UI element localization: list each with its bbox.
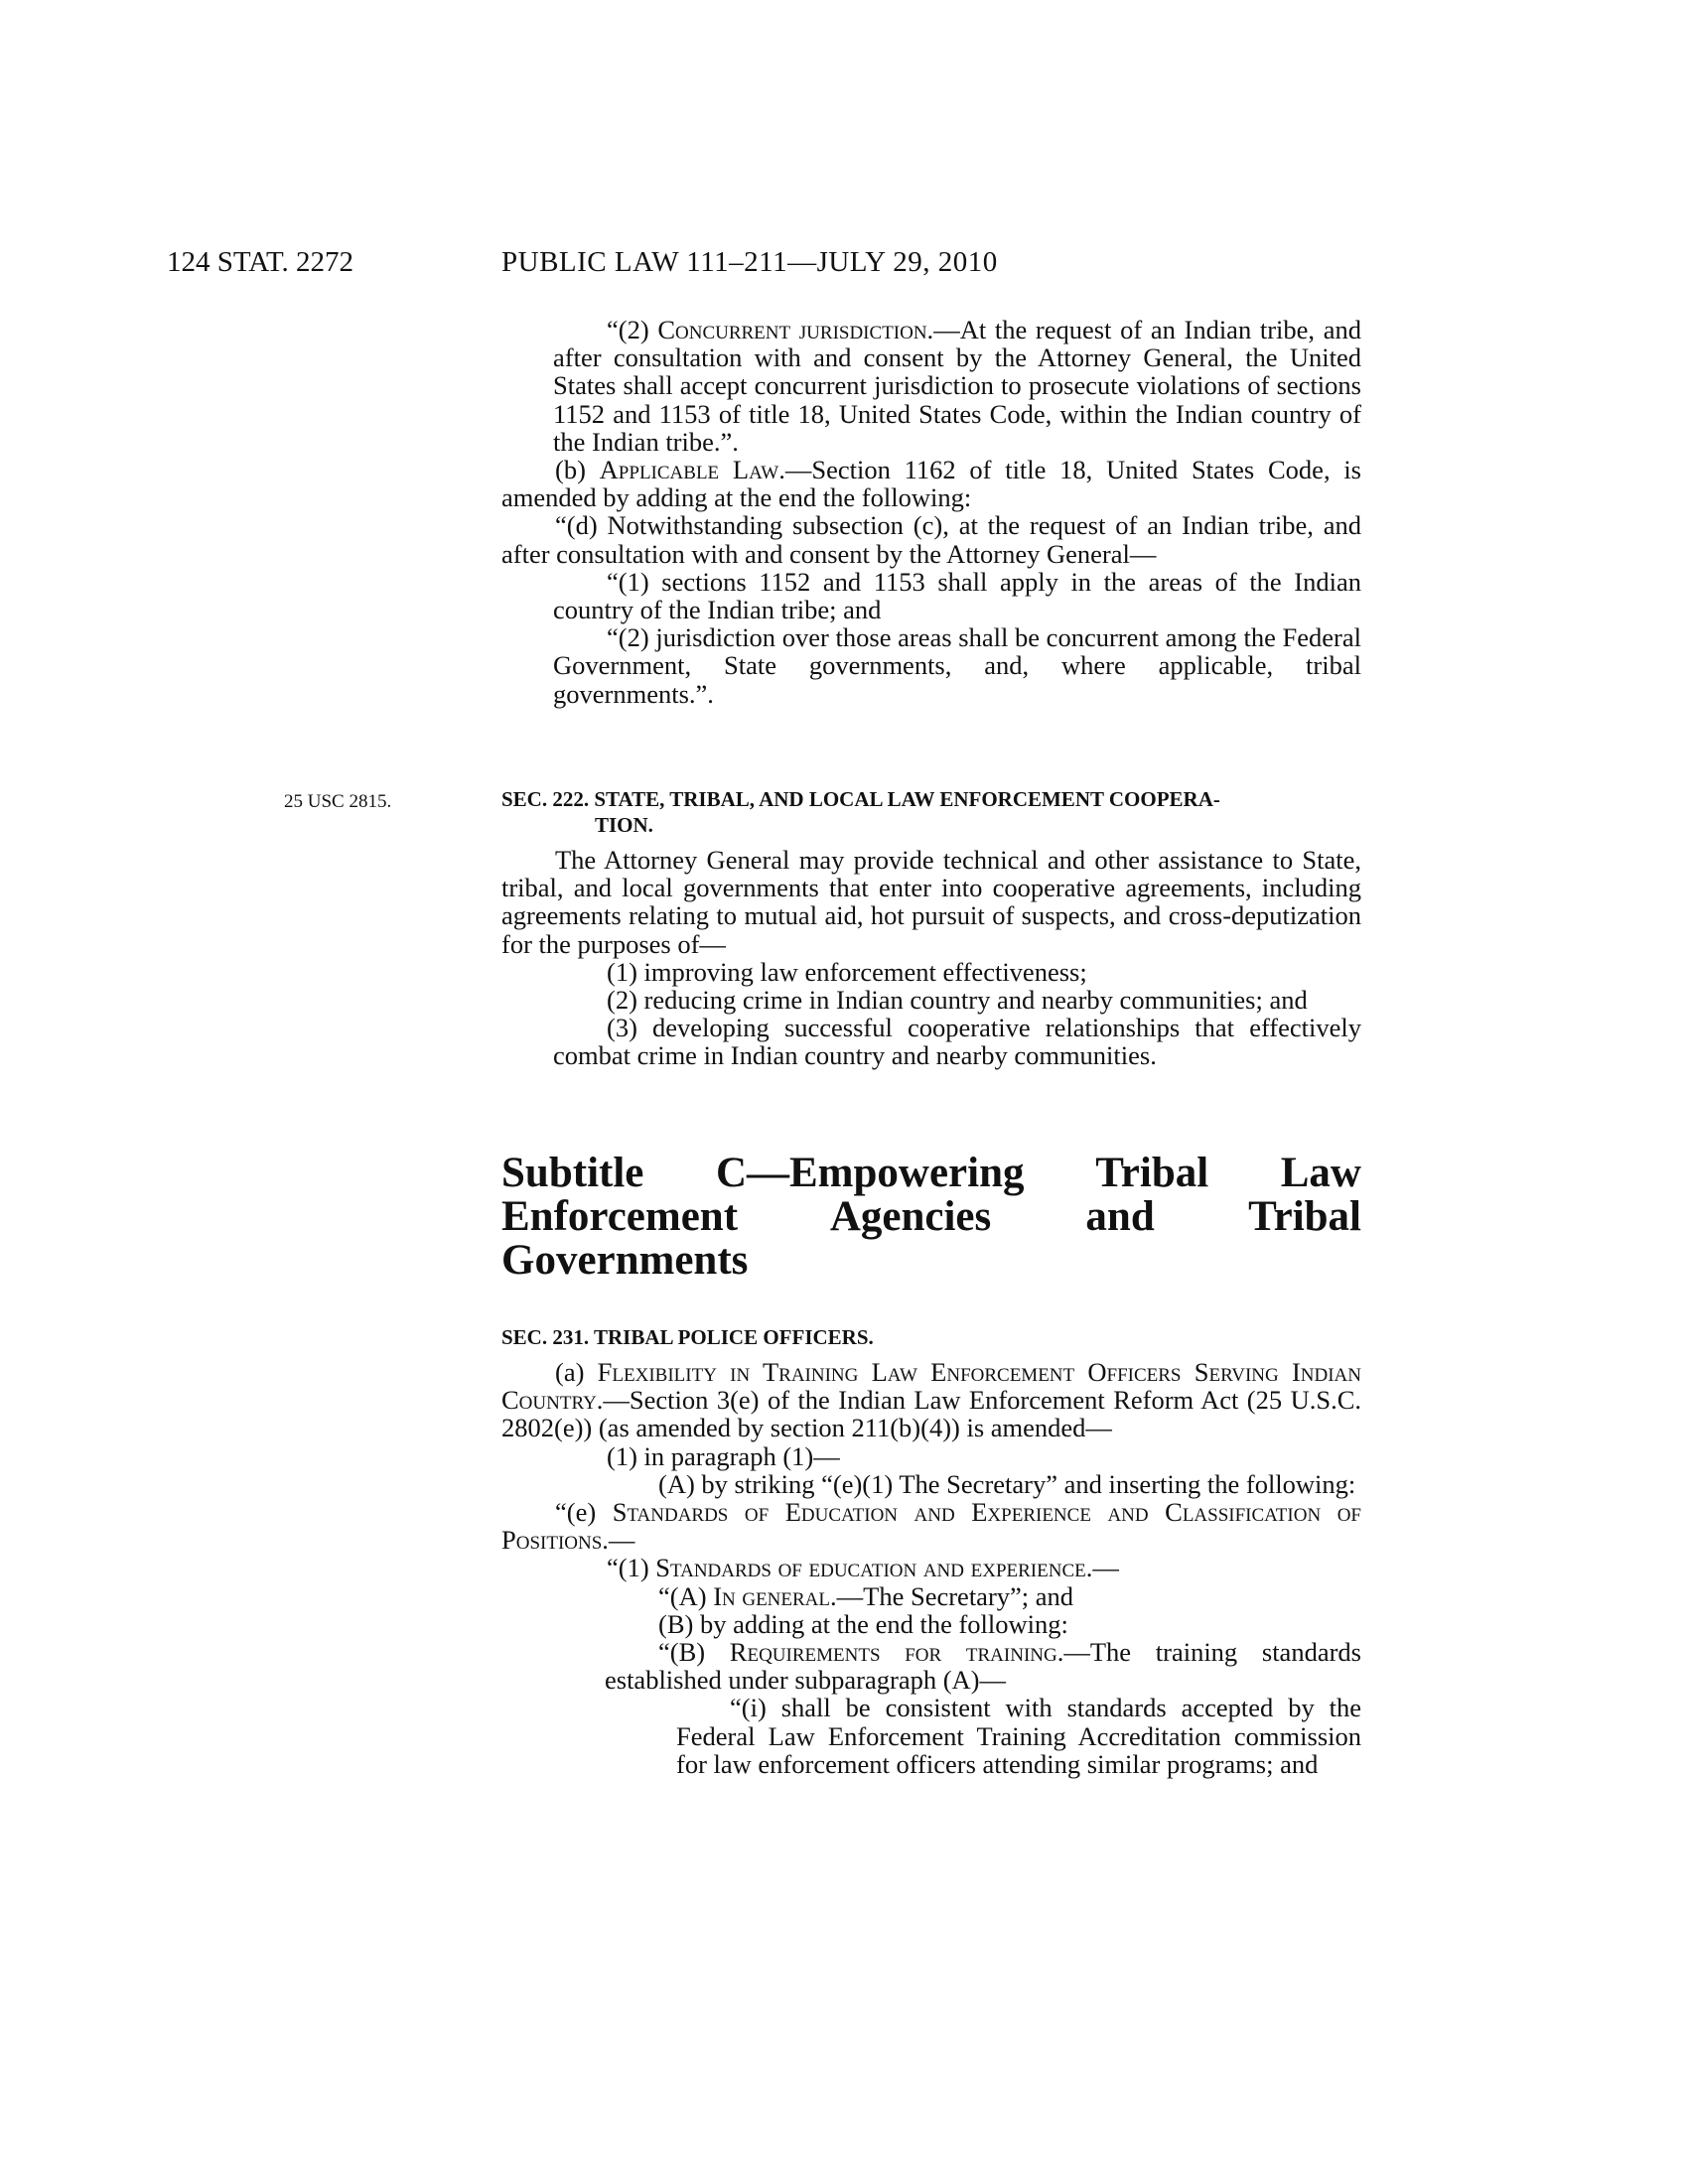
heading-standards-of-education-and-experience: Standards of education and experience. xyxy=(655,1553,1093,1583)
section-231-subsection-a: (a) Flexibility in Training Law Enforcement Officers Serving Indian Country.—Section 3(e) of the Indian Law Enforcement Reform Act (25 U.S.C. 2802(e)) (as amended by section 211(b)(4)) is amended— xyxy=(501,1357,1361,1443)
section-222 xyxy=(501,786,1361,1070)
paragraph-clause-i: “(i) shall be consistent with standards accepted by the Federal Law Enforcement Training Accreditation commission for law enforcement officers attending similar programs; and xyxy=(676,1693,1361,1779)
section-222-item-3: (3) developing successful cooperative relationships that effectively combat crime in Indian country and nearby communities. xyxy=(553,1013,1361,1071)
paragraph-standards-e: “(e) Standards of Education and Experience and Classification of Positions.— xyxy=(501,1497,1361,1556)
heading-standards-of-education: Standards of Education and Experience and Classification of Positions. xyxy=(501,1497,1361,1556)
section-231-item-A: (A) by striking “(e)(1) The Secretary” and inserting the following: xyxy=(658,1468,1356,1499)
paragraph-in-general: “(A) In general.—The Secretary”; and xyxy=(658,1580,1074,1611)
amendment-block-concurrent-jurisdiction xyxy=(501,316,1361,708)
heading-requirements-for-training: Requirements for training. xyxy=(729,1637,1064,1668)
paragraph-d-1: “(1) sections 1152 and 1153 shall apply in the areas of the Indian country of the Indian tribe; and xyxy=(553,566,1361,625)
section-231-heading: SEC. 231. TRIBAL POLICE OFFICERS. xyxy=(501,1325,874,1349)
running-head-law-title: PUBLIC LAW 111–211—JULY 29, 2010 xyxy=(501,246,998,278)
section-222-item-2: (2) reducing crime in Indian country and nearby communities; and xyxy=(607,985,1308,1016)
section-222-item-1: (1) improving law enforcement effectiveness; xyxy=(607,956,1087,987)
paragraph-subsection-d: “(d) Notwithstanding subsection (c), at the request of an Indian tribe, and after consultation with and consent by the Attorney General— xyxy=(501,510,1361,569)
paragraph-requirements-for-training: “(B) Requirements for training.—The training standards established under subparagraph (A)— xyxy=(605,1637,1361,1696)
section-231-item-1: (1) in paragraph (1)— xyxy=(607,1440,840,1471)
heading-applicable-law: Applicable Law. xyxy=(599,455,785,485)
paragraph-applicable-law: (b) Applicable Law.—Section 1162 of title 18, United States Code, is amended by adding at the end the following: xyxy=(501,455,1361,513)
subtitle-c-title: Subtitle C—Empowering Tribal Law Enforcement Agencies and Tribal Governments xyxy=(501,1150,1361,1284)
paragraph-d-2: “(2) jurisdiction over those areas shall be concurrent among the Federal Government, State governments, and, where applicable, tribal governments.”. xyxy=(553,622,1361,709)
section-231 xyxy=(501,1324,1361,1778)
page-header xyxy=(0,246,1688,286)
heading-flexibility-in-training: Flexibility in Training Law Enforcement Officers Serving Indian Country. xyxy=(501,1357,1361,1416)
heading-in-general: In general. xyxy=(713,1580,837,1611)
heading-concurrent-jurisdiction: Concurrent jurisdiction. xyxy=(657,315,934,344)
marginal-note-usc: 25 USC 2815. xyxy=(284,791,392,812)
paragraph-concurrent-jurisdiction: “(2) Concurrent jurisdiction.—At the request of an Indian tribe, and after consultation with and consent by the Attorney General, the United States shall accept concurrent jurisdiction to prosecute violations of sections 1152 and 1153 of title 18, United States Code, within the Indian country of the Indian tribe.”. xyxy=(553,315,1361,457)
subtitle-c-heading xyxy=(501,1152,1361,1283)
paragraph-adding-at-end: (B) by adding at the end the following: xyxy=(658,1608,1068,1639)
statute-page-reference: 124 STAT. 2272 xyxy=(167,246,354,278)
section-222-heading: SEC. 222. STATE, TRIBAL, AND LOCAL LAW ENFORCEMENT COOPERA- TION. xyxy=(501,787,1220,837)
section-222-intro: The Attorney General may provide technical and other assistance to State, tribal, and local governments that enter into cooperative agreements, including agreements relating to mutual aid, hot pursuit of suspects, and cross-deputization for the purposes of— xyxy=(501,845,1361,959)
paragraph-standards-1: “(1) Standards of education and experience.— xyxy=(607,1553,1119,1583)
